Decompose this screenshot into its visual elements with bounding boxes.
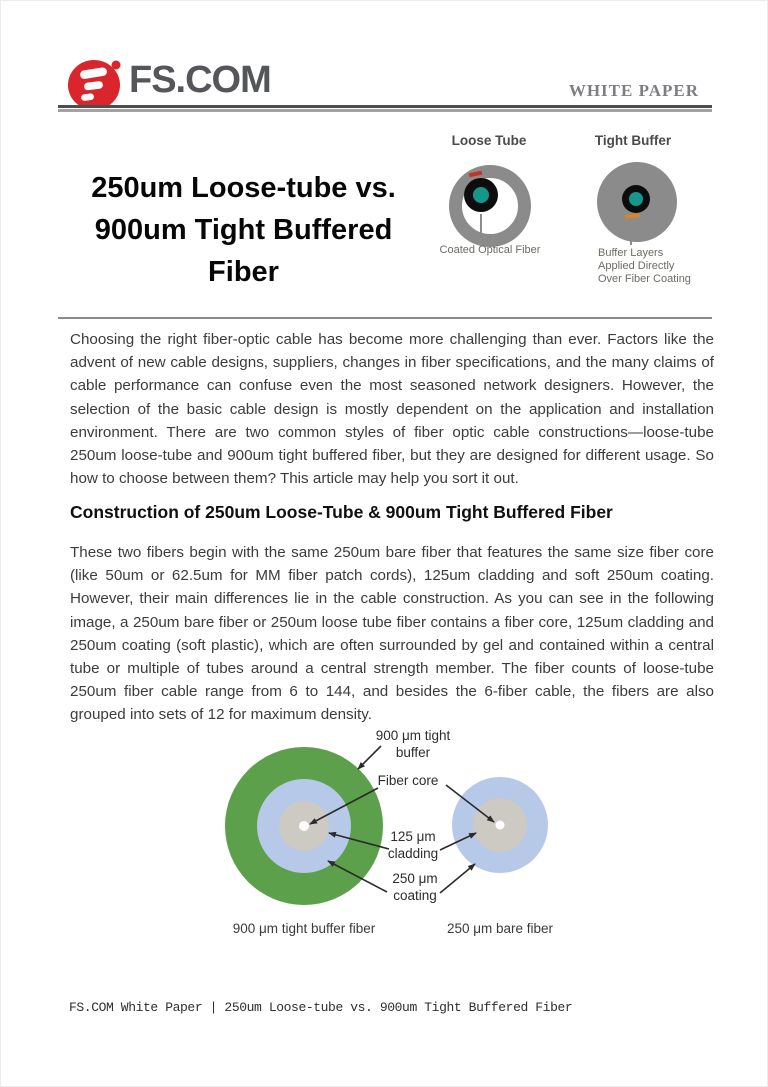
footer-text: FS.COM White Paper | 250um Loose-tube vs. 900um Tight Buffered Fiber	[69, 1000, 573, 1015]
loose-tube-fiber-core	[473, 187, 489, 203]
label-cladding: 125 μm cladding	[387, 829, 439, 861]
fscom-logo-icon	[67, 57, 123, 111]
tight-buffer-fiber-core	[629, 192, 643, 206]
loose-tube-caption: Coated Optical Fiber	[439, 244, 541, 256]
label-tight-buffer: 900 μm tight buffer	[375, 728, 451, 760]
label-coating: 250 μm coating	[392, 871, 438, 903]
brand-name: FS.COM	[129, 59, 271, 101]
label-fiber-core: Fiber core	[377, 773, 439, 788]
header-divider	[58, 105, 712, 112]
tight-buffer-caption: Buffer Layers Applied Directly Over Fiber Coating	[598, 247, 691, 285]
intro-paragraph: Choosing the right fiber-optic cable has become more challenging than ever. Factors like the advent of new cable designs, suppliers, changes in fiber specifications, and the many claims of cable performance can confuse even the most seasoned network designers. However, the selection of the basic cable design is mostly dependent on the application and installation environment. There are two common styles of fiber optic cable constructions—loose-tube 250um loose-tube and 900um tight buffered fiber, but they are designed for different usage. So how to choose between them? This article may help you sort it out.	[70, 331, 714, 488]
doc-type-label: WHITE PAPER	[568, 81, 699, 100]
right-fiber-core-dot	[496, 821, 505, 830]
section-divider	[58, 317, 712, 319]
loose-tube-pointer-line	[480, 214, 482, 243]
left-fiber-core-dot	[299, 821, 309, 831]
construction-paragraph: These two fibers begin with the same 250um bare fiber that features the same size fiber core (like 50um or 62.5um for MM fiber patch cords), 125um cladding and soft 250um coating. However, their main differences lie in the cable construction. As you can see in the following image, a 250um bare fiber or 250um loose tube fiber contains a fiber core, 125um cladding and 250um coating (soft plastic), which are often surrounded by gel and contained within a central tube or multiple of tubes around a central strength member. The fiber counts of loose-tube 250um fiber cable range from 6 to 144, and besides the 6-fiber cable, the fibers are also grouped into sets of 12 for maximum density.	[70, 544, 714, 724]
caption-tight-buffer-fiber: 900 μm tight buffer fiber	[232, 921, 376, 936]
page-title-line1: 250um Loose-tube vs.	[91, 172, 396, 204]
tight-buffer-title: Tight Buffer	[594, 133, 672, 148]
caption-bare-fiber: 250 μm bare fiber	[446, 921, 554, 936]
page-title	[71, 167, 416, 293]
construction-heading: Construction of 250um Loose-Tube & 900um Tight Buffered Fiber	[70, 502, 613, 522]
loose-tube-title: Loose Tube	[451, 133, 527, 148]
tight-buffer-pointer-line	[630, 219, 632, 245]
page-title-line2: 900um Tight Buffered	[94, 214, 393, 246]
fiber-cross-section-diagram	[206, 719, 636, 964]
page-title-line3: Fiber	[208, 256, 279, 288]
